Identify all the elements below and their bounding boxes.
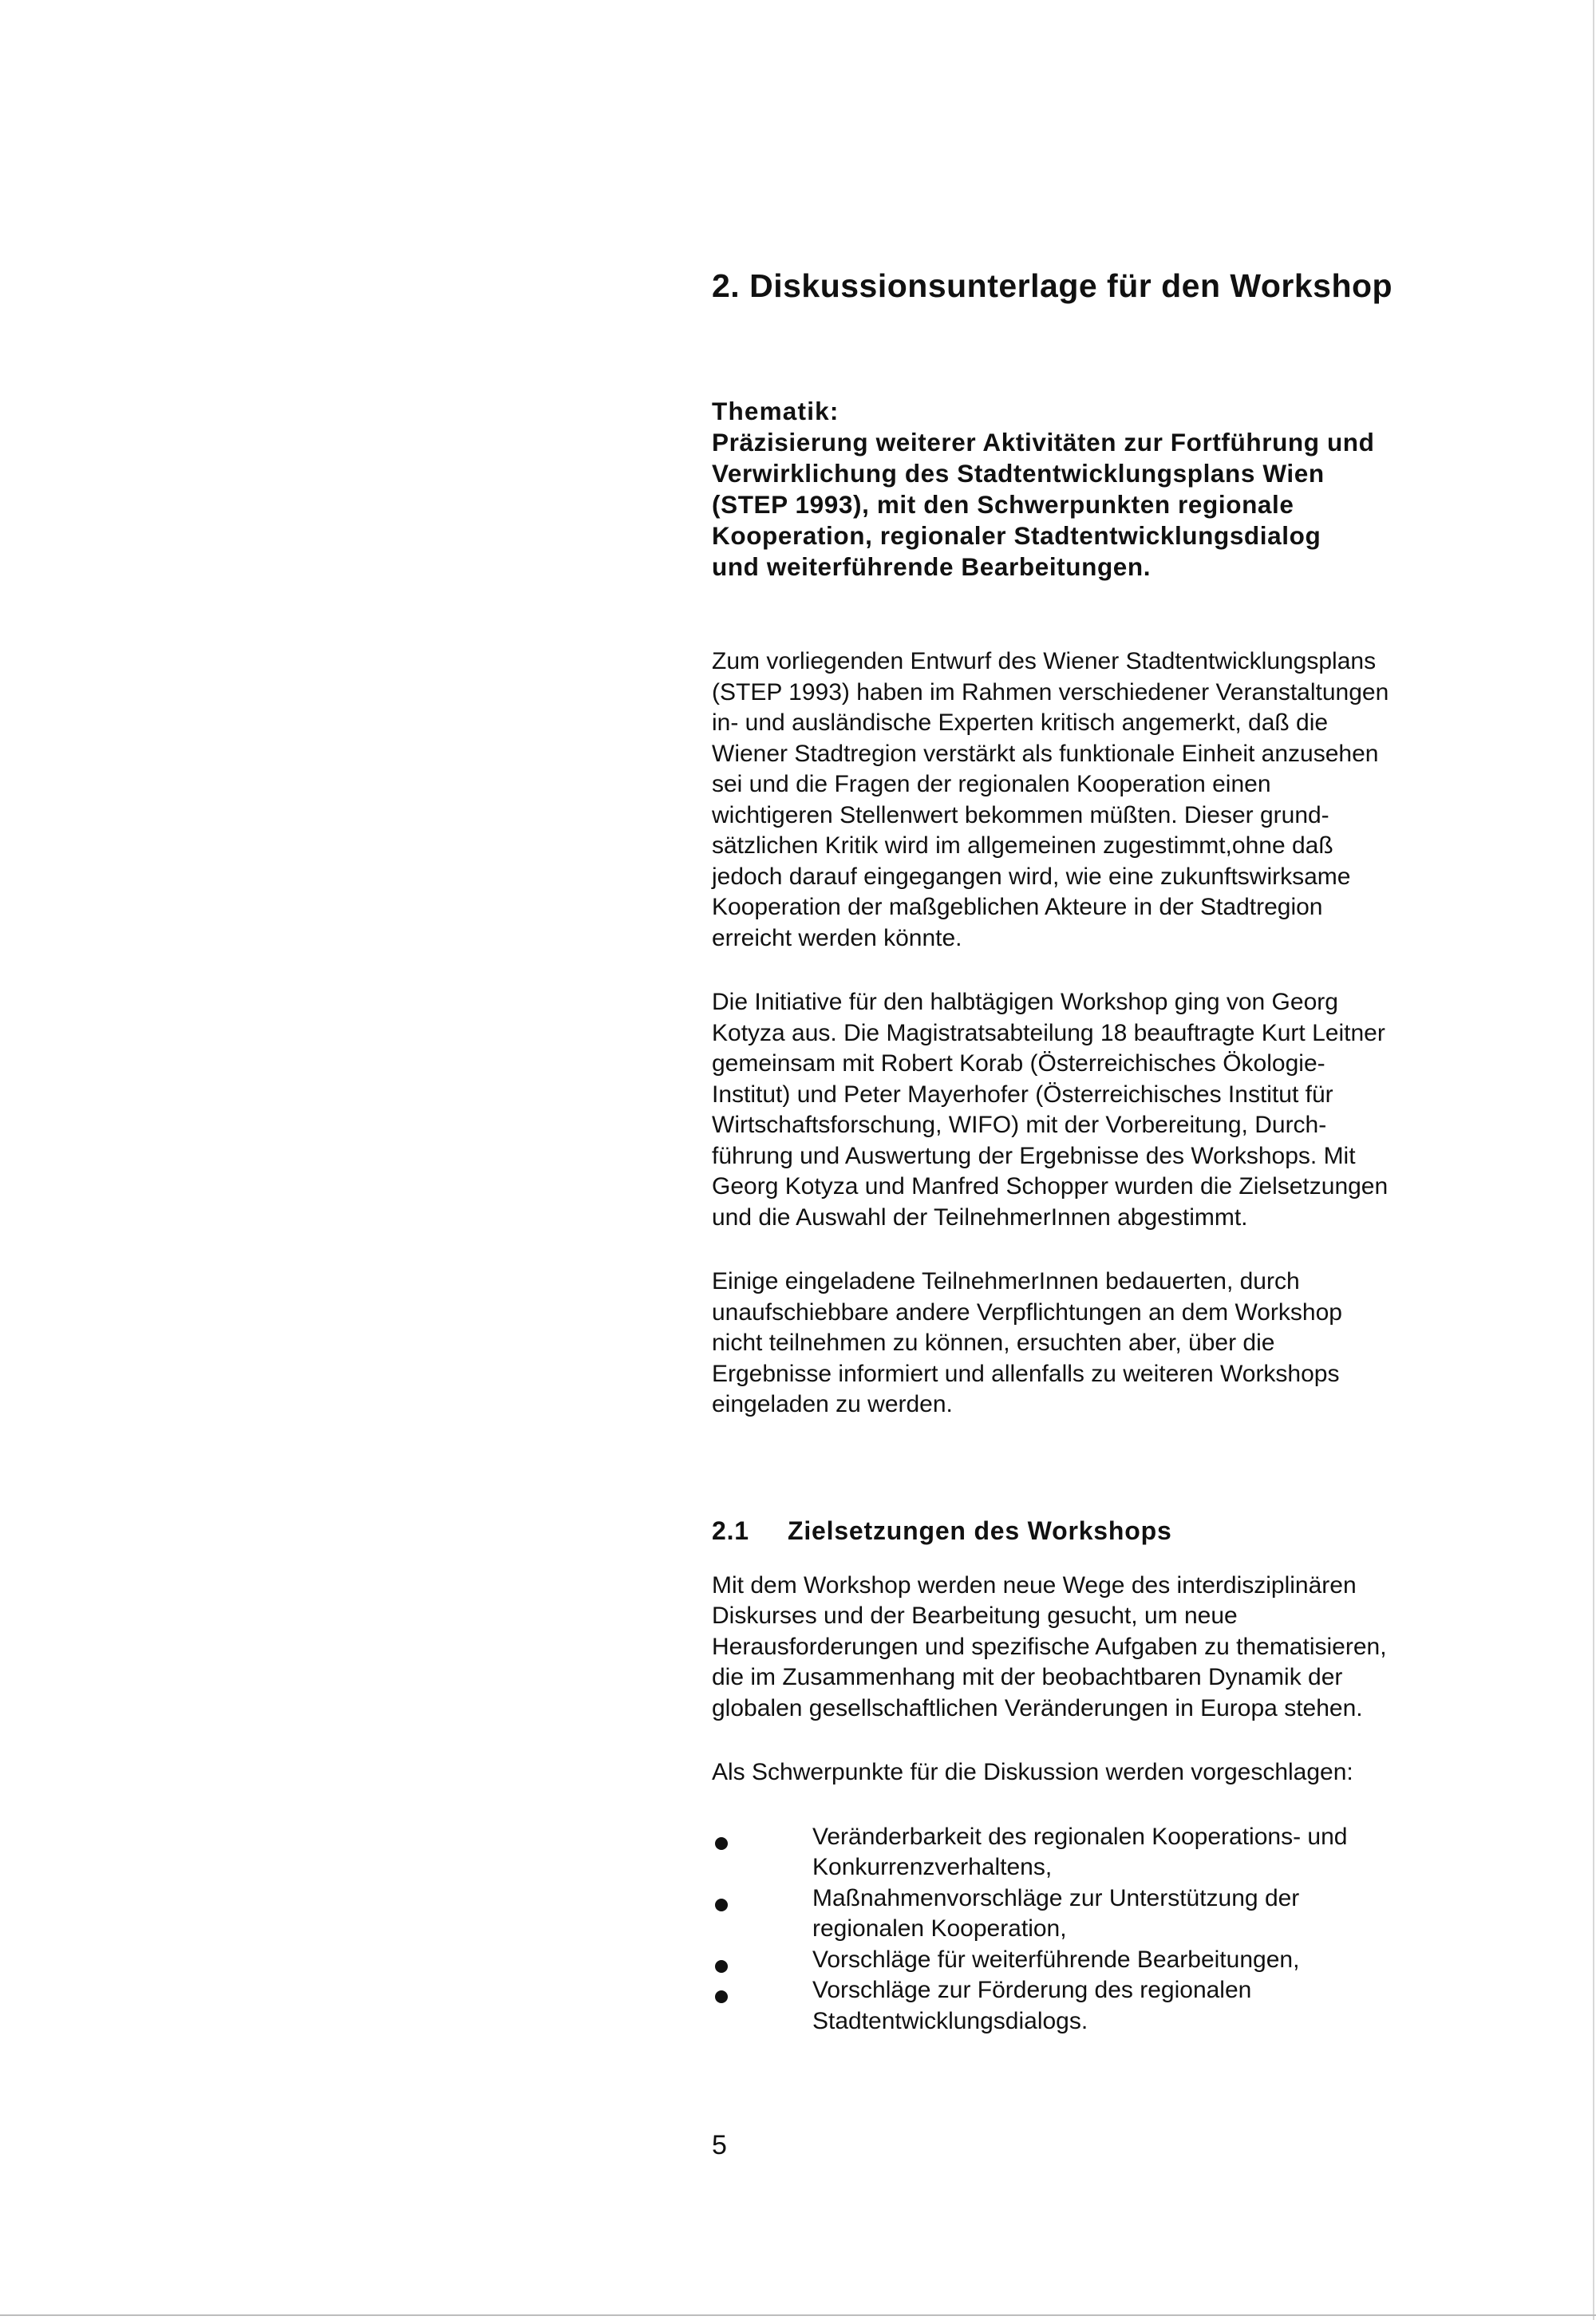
text-line: Institut) und Peter Mayerhofer (Österreichisches Institut für (712, 1081, 1333, 1108)
scan-edge-right (1593, 0, 1594, 2320)
text-line: jedoch darauf eingegangen wird, wie eine zukunftswirksame (712, 863, 1351, 890)
scan-edge-bottom (0, 2314, 1596, 2316)
list-item (712, 1945, 1518, 1976)
text-line: und die Auswahl der TeilnehmerInnen abgestimmt. (712, 1203, 1248, 1231)
text-line: Mit dem Workshop werden neue Wege des interdisziplinären (712, 1571, 1357, 1599)
paragraph-step-critique (712, 646, 1518, 954)
text-line: in- und ausländische Experten kritisch angemerkt, daß die (712, 709, 1329, 736)
page-title: 2. Diskussionsunterlage für den Workshop (712, 267, 1393, 304)
text-line: Herausforderungen und spezifische Aufgaben zu thematisieren, (712, 1633, 1387, 1660)
list-item-line: Vorschläge für weiterführende Bearbeitungen, (812, 1946, 1300, 1973)
text-line: Kooperation der maßgeblichen Akteure in der Stadtregion (712, 894, 1323, 920)
text-line: nicht teilnehmen zu können, ersuchten aber, über die (712, 1330, 1275, 1356)
bullet-icon (712, 1975, 812, 2037)
text-line: wichtigeren Stellenwert bekommen müßten. Dieser grund- (712, 801, 1329, 828)
list-item-line: Veränderbarkeit des regionalen Kooperations- und (812, 1823, 1348, 1850)
thematik-line: Kooperation, regionaler Stadtentwicklungsdialog (712, 521, 1321, 550)
thematik-label: Thematik: (712, 397, 839, 425)
bullet-icon (712, 1822, 812, 1883)
text-line: globalen gesellschaftlichen Veränderungen in Europa stehen. (712, 1694, 1363, 1721)
text-line: Wirtschaftsforschung, WIFO) mit der Vorbereitung, Durch- (712, 1112, 1327, 1138)
paragraph-objectives (712, 1571, 1518, 1725)
list-item-line: regionalen Kooperation, (812, 1915, 1067, 1942)
text-line: gemeinsam mit Robert Korab (Österreichisches Ökologie- (712, 1050, 1325, 1077)
list-intro: Als Schwerpunkte für die Diskussion werden vorgeschlagen: (712, 1759, 1353, 1785)
list-item (712, 1883, 1518, 1945)
text-line: Ergebnisse informiert und allenfalls zu weiteren Workshops (712, 1360, 1340, 1387)
text-line: Diskurses und der Bearbeitung gesucht, um neue (712, 1603, 1238, 1629)
text-line: Georg Kotyza und Manfred Schopper wurden die Zielsetzungen (712, 1173, 1389, 1200)
text-line: sätzlichen Kritik wird im allgemeinen zugestimmt,ohne daß (712, 832, 1333, 859)
list-item (712, 1822, 1518, 1883)
text-line: führung und Auswertung der Ergebnisse des Workshops. Mit (712, 1142, 1356, 1169)
section-heading (712, 1515, 1518, 1547)
paragraph-invited-participants (712, 1267, 1518, 1421)
section-title: Zielsetzungen des Workshops (788, 1516, 1172, 1545)
thematik-line: und weiterführende Bearbeitungen. (712, 552, 1152, 581)
text-line: eingeladen zu werden. (712, 1391, 953, 1417)
list-item-line: Maßnahmenvorschläge zur Unterstützung der (812, 1884, 1300, 1911)
page-number: 5 (712, 2130, 727, 2160)
focus-list (712, 1822, 1518, 2037)
text-line: Einige eingeladene TeilnehmerInnen bedauerten, durch (712, 1268, 1300, 1294)
list-item-line: Vorschläge zur Förderung des regionalen (812, 1977, 1252, 2003)
thematik-block (712, 396, 1518, 583)
list-item (712, 1975, 1518, 2037)
thematik-line: Präzisierung weiterer Aktivitäten zur Fortführung und (712, 428, 1375, 456)
text-line: Die Initiative für den halbtägigen Workshop ging von Georg (712, 989, 1338, 1015)
list-item-line: Stadtentwicklungsdialogs. (812, 2007, 1088, 2034)
text-line: Kotyza aus. Die Magistratsabteilung 18 beauftragte Kurt Leitner (712, 1019, 1385, 1046)
page-content (712, 263, 1518, 2037)
paragraph-workshop-initiative (712, 987, 1518, 1233)
bullet-icon (712, 1945, 812, 1976)
text-line: (STEP 1993) haben im Rahmen verschiedener Veranstaltungen (712, 678, 1389, 705)
bullet-icon (712, 1883, 812, 1945)
text-line: unaufschiebbare andere Verpflichtungen an dem Workshop (712, 1298, 1342, 1326)
text-line: Zum vorliegenden Entwurf des Wiener Stadtentwicklungsplans (712, 648, 1377, 674)
thematik-line: (STEP 1993), mit den Schwerpunkten regionale (712, 490, 1294, 519)
text-line: die im Zusammenhang mit der beobachtbaren Dynamik der (712, 1664, 1343, 1690)
text-line: Wiener Stadtregion verstärkt als funktionale Einheit anzusehen (712, 740, 1379, 767)
list-item-line: Konkurrenzverhaltens, (812, 1854, 1053, 1880)
text-line: sei und die Fragen der regionalen Kooperation einen (712, 771, 1271, 797)
text-line: erreicht werden könnte. (712, 924, 962, 951)
thematik-line: Verwirklichung des Stadtentwicklungsplans Wien (712, 459, 1325, 488)
section-number: 2.1 (712, 1516, 749, 1545)
